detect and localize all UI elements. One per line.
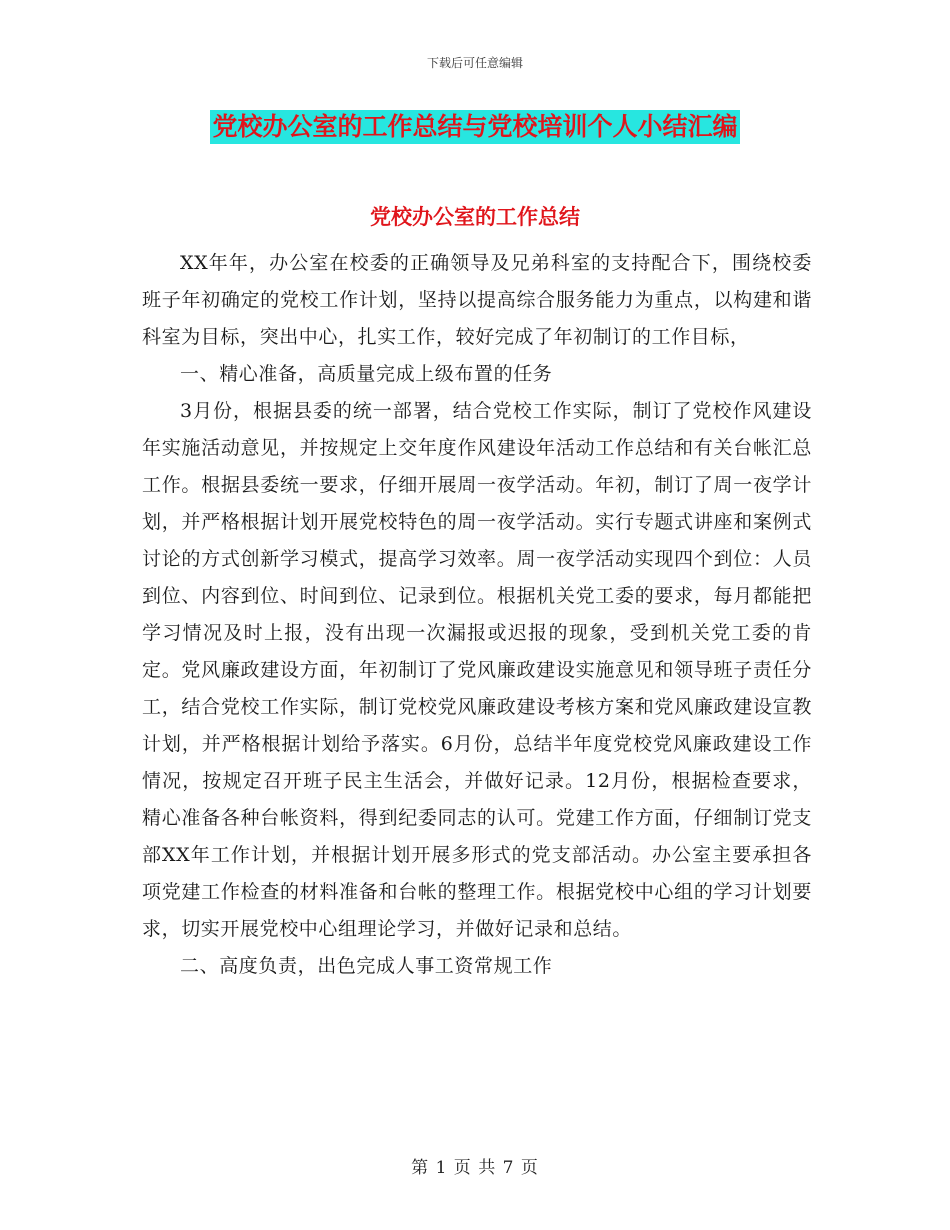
document-body: [142, 245, 812, 985]
document-title: 党校办公室的工作总结与党校培训个人小结汇编: [210, 110, 739, 144]
paragraph-intro: XX年年，办公室在校委的正确领导及兄弟科室的支持配合下，围绕校委班子年初确定的党校工作计划，坚持以提高综合服务能力为重点，以构建和谐科室为目标，突出中心，扎实工作，较好完成了年初制订的工作目标，: [142, 252, 812, 348]
document-title-container: [0, 110, 950, 144]
paragraph-section-one-body: 3月份，根据县委的统一部署，结合党校工作实际，制订了党校作风建设年实施活动意见，并按规定上交年度作风建设年活动工作总结和有关台帐汇总工作。根据县委统一要求，仔细开展周一夜学活动。年初，制订了周一夜学计划，并严格根据计划开展党校特色的周一夜学活动。实行专题式讲座和案例式讨论的方式创新学习模式，提高学习效率。周一夜学活动实现四个到位：人员到位、内容到位、时间到位、记录到位。根据机关党工委的要求，每月都能把学习情况及时上报，没有出现一次漏报或迟报的现象，受到机关党工委的肯定。党风廉政建设方面，年初制订了党风廉政建设实施意见和领导班子责任分工，结合党校工作实际，制订党校党风廉政建设考核方案和党风廉政建设宣教计划，并严格根据计划给予落实。6月份，总结半年度党校党风廉政建设工作情况，按规定召开班子民主生活会，并做好记录。12月份，根据检查要求，精心准备各种台帐资料，得到纪委同志的认可。党建工作方面，仔细制订党支部XX年工作计划，并根据计划开展多形式的党支部活动。办公室主要承担各项党建工作检查的材料准备和台帐的整理工作。根据党校中心组的学习计划要求，切实开展党校中心组理论学习，并做好记录和总结。: [142, 400, 812, 940]
paragraph-heading-two: 二、高度负责，出色完成人事工资常规工作: [180, 955, 553, 977]
header-note: 下载后可任意编辑: [426, 56, 523, 70]
page-number-footer: 第 1 页 共 7 页: [411, 1158, 539, 1178]
paragraph-heading-one: 一、精心准备，高质量完成上级布置的任务: [180, 363, 553, 385]
section-title: 党校办公室的工作总结: [370, 205, 580, 229]
